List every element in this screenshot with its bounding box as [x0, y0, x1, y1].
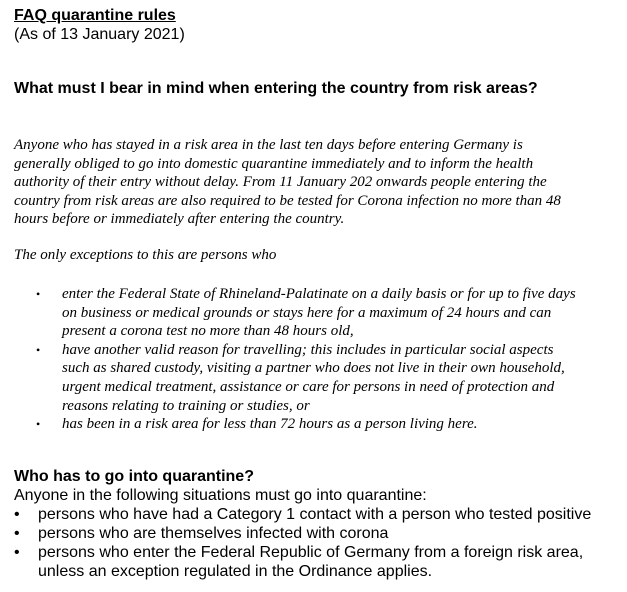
question-heading-entry: What must I bear in mind when entering the country from risk areas?	[14, 80, 538, 97]
quarantine-intro: Anyone in the following situations must go into quarantine:	[14, 487, 427, 504]
list-item	[0, 543, 627, 581]
bullet-icon: •	[14, 544, 20, 561]
list-item	[0, 415, 627, 434]
list-item-line: persons who are themselves infected with corona	[38, 525, 389, 542]
list-item-line: urgent medical treatment, assistance or care for persons in need of protection and	[62, 378, 555, 395]
bullet-icon: •	[36, 417, 41, 432]
paragraph-line: country from risk areas are also required to be tested for Corona infection no more than 48	[14, 192, 561, 209]
document-date: (As of 13 January 2021)	[14, 26, 185, 43]
list-item-line: persons who have had a Category 1 contact with a person who tested positive	[38, 506, 592, 523]
entry-rules-paragraph	[14, 136, 614, 229]
list-item-line: such as shared custody, visiting a partner who does not live in their own household,	[62, 360, 565, 377]
paragraph-line: generally obliged to go into domestic quarantine immediately and to inform the health	[14, 155, 534, 172]
bullet-icon: •	[36, 342, 41, 357]
exceptions-list	[0, 285, 627, 434]
list-item-line: persons who enter the Federal Republic of Germany from a foreign risk area,	[38, 544, 584, 561]
question-heading-quarantine: Who has to go into quarantine?	[14, 468, 254, 485]
list-item-line: on business or medical grounds or stays here for a maximum of 24 hours and can	[62, 304, 552, 321]
paragraph-line: hours before or immediately after entering the country.	[14, 211, 345, 228]
quarantine-cases-list	[0, 505, 627, 581]
exceptions-intro: The only exceptions to this are persons who	[14, 247, 277, 263]
list-item-line: present a corona test no more than 48 hours old,	[62, 323, 354, 340]
list-item-line: unless an exception regulated in the Ordinance applies.	[38, 563, 433, 580]
paragraph-line: Anyone who has stayed in a risk area in the last ten days before entering Germany is	[14, 137, 523, 153]
list-item	[0, 285, 627, 341]
list-item-line: enter the Federal State of Rhineland-Palatinate on a daily basis or for up to five days	[62, 286, 576, 302]
paragraph-line: authority of their entry without delay. From 11 January 202 onwards people entering the	[14, 174, 547, 191]
list-item	[0, 505, 627, 524]
document-title: FAQ quarantine rules	[14, 7, 176, 24]
list-item	[0, 524, 627, 543]
list-item-line: reasons relating to training or studies, or	[62, 397, 310, 414]
list-item	[0, 341, 627, 415]
list-item-line: has been in a risk area for less than 72 hours as a person living here.	[62, 416, 478, 433]
list-item-line: have another valid reason for travelling; this includes in particular social aspects	[62, 341, 554, 358]
bullet-icon: •	[14, 525, 20, 542]
bullet-icon: •	[36, 287, 41, 301]
bullet-icon: •	[14, 506, 20, 523]
